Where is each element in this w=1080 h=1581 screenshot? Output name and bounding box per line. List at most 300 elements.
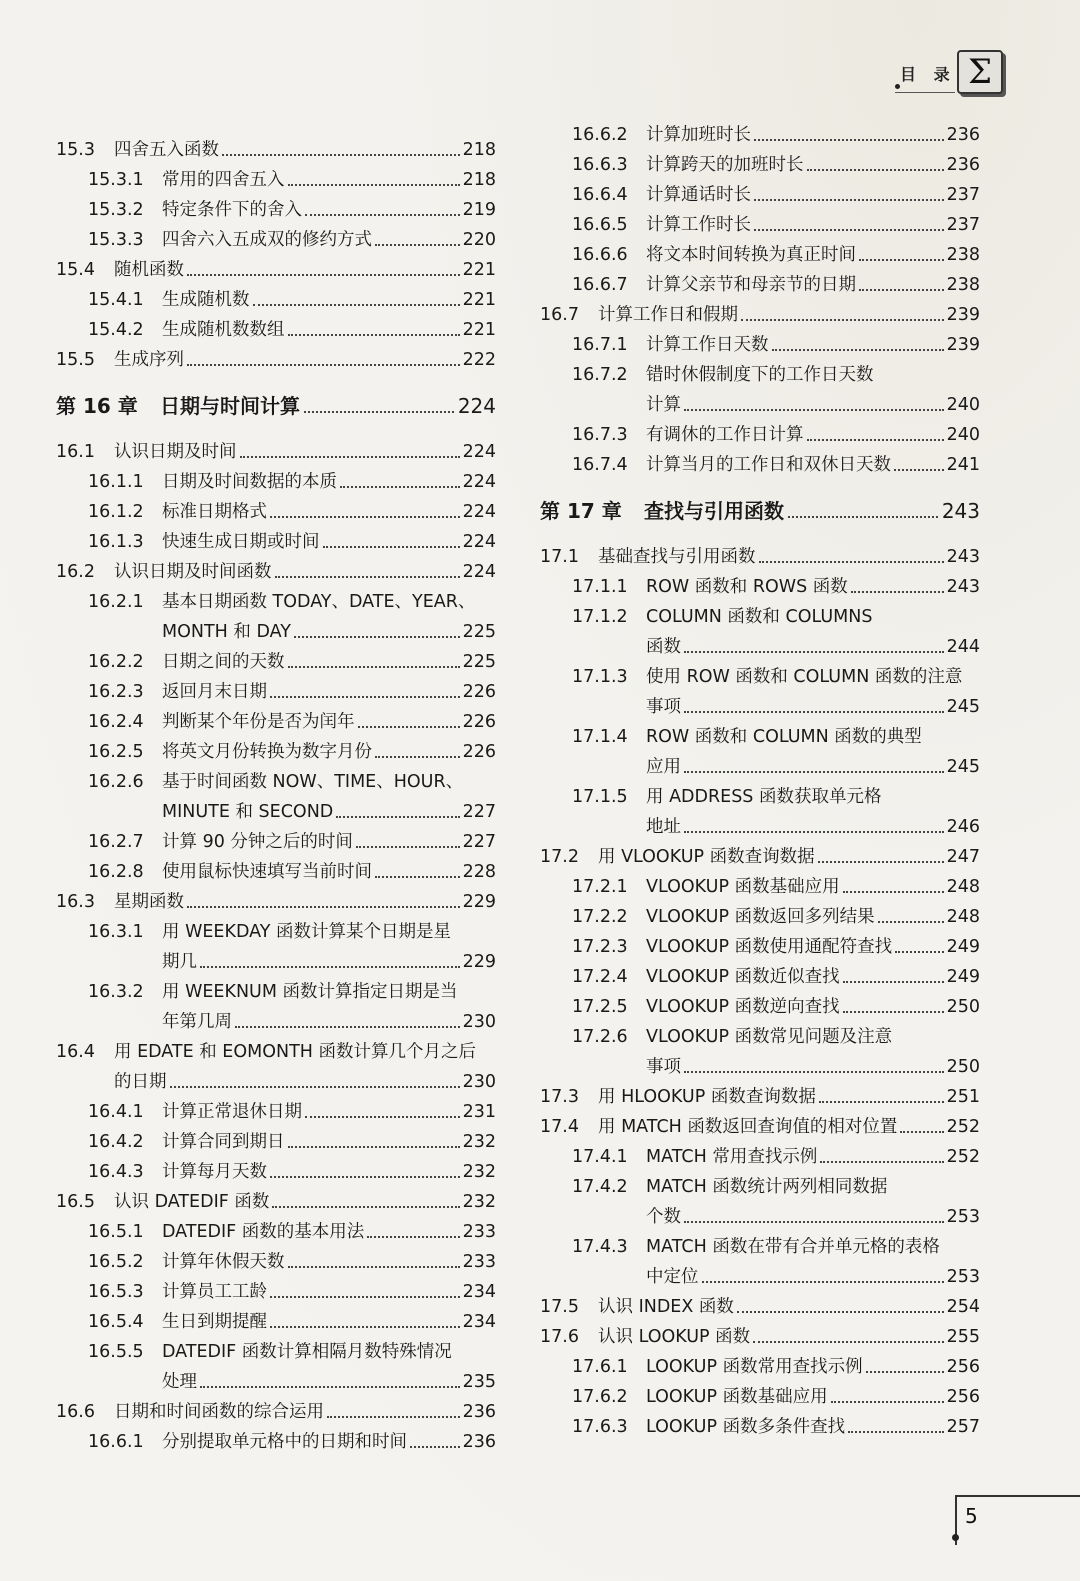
toc-entry[interactable]	[540, 1142, 980, 1172]
toc-entry-continuation[interactable]	[56, 1367, 496, 1397]
entry-number: 16.7	[540, 305, 579, 325]
entry-title: 认识日期及时间	[114, 442, 237, 462]
entry-number: 17.1.2	[572, 607, 628, 627]
entry-title: LOOKUP 函数多条件查找	[646, 1417, 846, 1437]
entry-title: ROW 函数和 COLUMN 函数的典型	[646, 727, 922, 747]
entry-page: 224	[462, 442, 496, 462]
entry-title: VLOOKUP 函数基础应用	[646, 877, 840, 897]
entry-title: 用 WEEKDAY 函数计算某个日期是星	[162, 922, 451, 942]
entry-number: 16.1.1	[88, 472, 144, 492]
entry-page: 235	[462, 1372, 496, 1392]
toc-entry[interactable]	[56, 437, 496, 467]
toc-entry[interactable]	[540, 542, 980, 572]
entry-title: 随机函数	[114, 260, 184, 280]
entry-title: 中定位	[646, 1267, 699, 1287]
toc-entry[interactable]	[540, 180, 980, 210]
entry-title: MATCH 函数统计两列相同数据	[646, 1177, 888, 1197]
entry-title: 应用	[646, 757, 681, 777]
leader-dots	[275, 576, 460, 578]
leader-dots	[831, 1401, 944, 1403]
entry-page: 221	[462, 260, 496, 280]
toc-entry[interactable]	[56, 887, 496, 917]
entry-title: 计算工作日天数	[646, 335, 769, 355]
toc-entry[interactable]	[540, 450, 980, 480]
entry-page: 224	[462, 532, 496, 552]
entry-page: 249	[946, 937, 980, 957]
entry-number: 16.2.5	[88, 742, 144, 762]
entry-title: 日期及时间数据的本质	[162, 472, 337, 492]
toc-entry[interactable]	[540, 1232, 980, 1262]
entry-page: 230	[462, 1072, 496, 1092]
toc-entry[interactable]	[56, 1157, 496, 1187]
entry-page: 236	[946, 125, 980, 145]
entry-number: 15.3.2	[88, 200, 144, 220]
entry-title: 常用的四舍五入	[162, 170, 285, 190]
leader-dots	[807, 439, 944, 441]
toc-entry[interactable]	[540, 300, 980, 330]
toc-entry[interactable]	[540, 150, 980, 180]
toc-entry[interactable]	[56, 827, 496, 857]
entry-number: 15.3.1	[88, 170, 144, 190]
toc-entry[interactable]	[56, 1127, 496, 1157]
entry-number: 17.2.1	[572, 877, 628, 897]
entry-title: 基于时间函数 NOW、TIME、HOUR、	[162, 772, 464, 792]
entry-title: 生成随机数数组	[162, 320, 285, 340]
entry-page: 237	[946, 185, 980, 205]
leader-dots	[272, 1206, 459, 1208]
entry-number: 17.4.3	[572, 1237, 628, 1257]
chapter-page: 224	[457, 394, 496, 418]
entry-page: 239	[946, 305, 980, 325]
entry-number: 16.4.1	[88, 1102, 144, 1122]
entry-page: 224	[462, 472, 496, 492]
leader-dots	[807, 169, 944, 171]
entry-page: 222	[462, 350, 496, 370]
entry-title: 将英文月份转换为数字月份	[162, 742, 372, 762]
entry-title: 返回月末日期	[162, 682, 267, 702]
entry-title: DATEDIF 函数的基本用法	[162, 1222, 365, 1242]
toc-entry[interactable]	[56, 225, 496, 255]
entry-title: 四舍六入五成双的修约方式	[162, 230, 372, 250]
entry-page: 224	[462, 502, 496, 522]
entry-page: 218	[462, 140, 496, 160]
entry-page: 253	[946, 1267, 980, 1287]
leader-dots	[900, 1131, 943, 1133]
entry-number: 16.2.6	[88, 772, 144, 792]
toc-entry[interactable]	[56, 315, 496, 345]
leader-dots	[288, 1266, 460, 1268]
toc-entry[interactable]	[56, 1277, 496, 1307]
toc-entry[interactable]	[540, 962, 980, 992]
entry-title: 分别提取单元格中的日期和时间	[162, 1432, 407, 1452]
entry-page: 234	[462, 1282, 496, 1302]
entry-page: 236	[462, 1432, 496, 1452]
toc-entry[interactable]	[56, 857, 496, 887]
toc-entry[interactable]	[56, 135, 496, 165]
toc-entry[interactable]	[540, 330, 980, 360]
toc-entry-continuation[interactable]	[540, 1052, 980, 1082]
entry-title: 判断某个年份是否为闰年	[162, 712, 355, 732]
entry-title: 计算加班时长	[646, 125, 751, 145]
toc-entry[interactable]	[56, 255, 496, 285]
entry-number: 17.1.1	[572, 577, 628, 597]
entry-title: VLOOKUP 函数逆向查找	[646, 997, 840, 1017]
leader-dots	[702, 1281, 944, 1283]
entry-number: 16.5.4	[88, 1312, 144, 1332]
entry-number: 16.2.4	[88, 712, 144, 732]
entry-number: 17.6	[540, 1327, 579, 1347]
toc-entry[interactable]	[56, 917, 496, 947]
leader-dots	[684, 1221, 944, 1223]
toc-entry[interactable]	[56, 1337, 496, 1367]
entry-number: 17.1.4	[572, 727, 628, 747]
chapter-number: 第 17 章	[540, 499, 622, 523]
toc-entry[interactable]	[540, 1322, 980, 1352]
toc-entry[interactable]	[540, 1382, 980, 1412]
entry-page: 225	[462, 622, 496, 642]
entry-number: 16.4.2	[88, 1132, 144, 1152]
toc-entry[interactable]	[540, 240, 980, 270]
entry-title: 的日期	[114, 1072, 167, 1092]
entry-title: 标准日期格式	[162, 502, 267, 522]
entry-page: 250	[946, 1057, 980, 1077]
entry-page: 221	[462, 290, 496, 310]
header-rule	[895, 92, 955, 93]
entry-page: 226	[462, 682, 496, 702]
entry-title: 基本日期函数 TODAY、DATE、YEAR、	[162, 592, 476, 612]
entry-title: 认识 LOOKUP 函数	[598, 1327, 751, 1347]
leader-dots	[843, 891, 944, 893]
toc-entry[interactable]	[56, 1037, 496, 1067]
toc-entry[interactable]	[56, 165, 496, 195]
leader-dots	[684, 409, 944, 411]
entry-title: 基础查找与引用函数	[598, 547, 756, 567]
toc-entry-continuation[interactable]	[540, 390, 980, 420]
entry-number: 16.6.1	[88, 1432, 144, 1452]
leader-dots	[358, 726, 460, 728]
entry-number: 16.2.8	[88, 862, 144, 882]
entry-title: 将文本时间转换为真正时间	[646, 245, 856, 265]
leader-dots	[235, 1026, 460, 1028]
entry-number: 16.5.1	[88, 1222, 144, 1242]
entry-title: 四舍五入函数	[114, 140, 219, 160]
entry-title: ROW 函数和 ROWS 函数	[646, 577, 848, 597]
entry-page: 218	[462, 170, 496, 190]
toc-entry[interactable]	[56, 1187, 496, 1217]
leader-dots	[270, 516, 460, 518]
leader-dots	[754, 199, 944, 201]
entry-page: 229	[462, 892, 496, 912]
toc-entry-continuation[interactable]	[56, 947, 496, 977]
entry-number: 16.3	[56, 892, 95, 912]
toc-entry[interactable]	[56, 1307, 496, 1337]
entry-title: LOOKUP 函数基础应用	[646, 1387, 828, 1407]
entry-title: 计算员工工龄	[162, 1282, 267, 1302]
leader-dots	[327, 1416, 460, 1418]
toc-entry[interactable]	[56, 345, 496, 375]
toc-entry[interactable]	[56, 1097, 496, 1127]
entry-title: 函数	[646, 637, 681, 657]
entry-page: 225	[462, 652, 496, 672]
entry-title: COLUMN 函数和 COLUMNS	[646, 607, 873, 627]
leader-dots	[270, 1326, 460, 1328]
entry-page: 231	[462, 1102, 496, 1122]
entry-page: 253	[946, 1207, 980, 1227]
toc-entry[interactable]	[540, 662, 980, 692]
entry-page: 238	[946, 275, 980, 295]
leader-dots	[294, 636, 460, 638]
leader-dots	[375, 876, 460, 878]
toc-entry[interactable]	[56, 707, 496, 737]
toc-entry-continuation[interactable]	[56, 1067, 496, 1097]
leader-dots	[288, 184, 460, 186]
leader-dots	[753, 1341, 943, 1343]
entry-title: 计算正常退休日期	[162, 1102, 302, 1122]
toc-entry[interactable]	[540, 932, 980, 962]
entry-page: 250	[946, 997, 980, 1017]
entry-page: 226	[462, 742, 496, 762]
entry-number: 17.2	[540, 847, 579, 867]
entry-page: 243	[946, 547, 980, 567]
entry-page: 227	[462, 802, 496, 822]
entry-number: 17.2.6	[572, 1027, 628, 1047]
leader-dots	[288, 1146, 460, 1148]
entry-number: 17.4.1	[572, 1147, 628, 1167]
entry-number: 17.4.2	[572, 1177, 628, 1197]
leader-dots	[737, 1311, 944, 1313]
entry-page: 240	[946, 425, 980, 445]
toc-entry[interactable]	[540, 1292, 980, 1322]
entry-title: 计算年休假天数	[162, 1252, 285, 1272]
entry-title: 用 EDATE 和 EOMONTH 函数计算几个月之后	[114, 1042, 476, 1062]
entry-page: 232	[462, 1162, 496, 1182]
entry-page: 252	[946, 1117, 980, 1137]
leader-dots	[288, 334, 460, 336]
chapter-page: 243	[941, 499, 980, 523]
toc-entry[interactable]	[56, 977, 496, 1007]
entry-page: 227	[462, 832, 496, 852]
entry-title: 计算工作时长	[646, 215, 751, 235]
toc-entry-continuation[interactable]	[540, 752, 980, 782]
leader-dots	[684, 831, 944, 833]
toc-entry[interactable]	[56, 1427, 496, 1457]
entry-number: 16.6.7	[572, 275, 628, 295]
leader-dots	[222, 154, 460, 156]
toc-entry[interactable]	[540, 602, 980, 632]
toc-entry-continuation[interactable]	[540, 692, 980, 722]
leader-dots	[819, 1101, 944, 1103]
leader-dots	[895, 951, 944, 953]
entry-page: 241	[946, 455, 980, 475]
entry-page: 229	[462, 952, 496, 972]
leader-dots	[170, 1086, 460, 1088]
entry-page: 256	[946, 1387, 980, 1407]
toc-entry[interactable]	[56, 527, 496, 557]
leader-dots	[187, 906, 460, 908]
entry-title: 计算每月天数	[162, 1162, 267, 1182]
entry-page: 232	[462, 1192, 496, 1212]
leader-dots	[848, 1431, 943, 1433]
toc-entry[interactable]	[540, 572, 980, 602]
entry-title: MATCH 常用查找示例	[646, 1147, 818, 1167]
entry-title: 年第几周	[162, 1012, 232, 1032]
entry-title: 用 HLOOKUP 函数查询数据	[598, 1087, 816, 1107]
entry-number: 16.2.2	[88, 652, 144, 672]
entry-title: 处理	[162, 1372, 197, 1392]
entry-page: 254	[946, 1297, 980, 1317]
toc-entry[interactable]	[540, 1412, 980, 1442]
leader-dots	[356, 846, 460, 848]
entry-page: 257	[946, 1417, 980, 1437]
leader-dots	[305, 1116, 460, 1118]
entry-page: 248	[946, 877, 980, 897]
toc-entry[interactable]	[540, 1082, 980, 1112]
entry-title: 快速生成日期或时间	[162, 532, 320, 552]
toc-entry[interactable]	[540, 842, 980, 872]
entry-page: 244	[946, 637, 980, 657]
leader-dots	[200, 966, 460, 968]
toc-entry[interactable]	[56, 285, 496, 315]
entry-title: 用 ADDRESS 函数获取单元格	[646, 787, 882, 807]
entry-page: 224	[462, 562, 496, 582]
entry-number: 16.1.2	[88, 502, 144, 522]
entry-title: VLOOKUP 函数返回多列结果	[646, 907, 875, 927]
entry-page: 236	[946, 155, 980, 175]
toc-entry-continuation[interactable]	[540, 632, 980, 662]
entry-number: 15.3	[56, 140, 95, 160]
entry-page: 248	[946, 907, 980, 927]
chapter-number: 第 16 章	[56, 394, 138, 418]
toc-entry[interactable]	[56, 1247, 496, 1277]
entry-number: 16.6.6	[572, 245, 628, 265]
toc-entry[interactable]	[540, 1022, 980, 1052]
toc-entry[interactable]	[540, 1112, 980, 1142]
toc-entry[interactable]	[540, 722, 980, 752]
entry-number: 16.5	[56, 1192, 95, 1212]
entry-page: 237	[946, 215, 980, 235]
leader-dots	[894, 469, 944, 471]
toc-entry[interactable]	[56, 467, 496, 497]
entry-number: 16.2.7	[88, 832, 144, 852]
toc-entry[interactable]	[56, 647, 496, 677]
toc-entry[interactable]	[540, 1172, 980, 1202]
leader-dots	[788, 516, 938, 518]
toc-entry-continuation[interactable]	[540, 1202, 980, 1232]
entry-title: 个数	[646, 1207, 681, 1227]
toc-entry[interactable]	[56, 557, 496, 587]
toc-entry[interactable]	[540, 270, 980, 300]
entry-page: 256	[946, 1357, 980, 1377]
toc-entry[interactable]	[56, 737, 496, 767]
toc-entry[interactable]	[56, 1397, 496, 1427]
leader-dots	[305, 214, 460, 216]
entry-title: MATCH 函数在带有合并单元格的表格	[646, 1237, 940, 1257]
toc-entry[interactable]	[540, 120, 980, 150]
toc-entry[interactable]	[540, 360, 980, 390]
entry-title: 星期函数	[114, 892, 184, 912]
entry-number: 17.2.2	[572, 907, 628, 927]
toc-entry-continuation[interactable]	[56, 617, 496, 647]
entry-number: 16.2.3	[88, 682, 144, 702]
entry-title: VLOOKUP 函数近似查找	[646, 967, 840, 987]
leader-dots	[772, 349, 944, 351]
toc-entry[interactable]	[540, 902, 980, 932]
toc-entry[interactable]	[56, 195, 496, 225]
toc-entry-continuation[interactable]	[540, 812, 980, 842]
entry-title: 用 WEEKNUM 函数计算指定日期是当	[162, 982, 458, 1002]
entry-number: 17.1	[540, 547, 579, 567]
leader-dots	[741, 319, 944, 321]
entry-number: 17.6.3	[572, 1417, 628, 1437]
toc-entry[interactable]	[56, 767, 496, 797]
leader-dots	[684, 711, 944, 713]
entry-title: 有调休的工作日计算	[646, 425, 804, 445]
entry-number: 16.6.3	[572, 155, 628, 175]
leader-dots	[375, 756, 460, 758]
leader-dots	[375, 244, 460, 246]
leader-dots	[820, 1161, 943, 1163]
toc-entry[interactable]	[540, 210, 980, 240]
entry-title: 计算合同到期日	[162, 1132, 285, 1152]
toc-entry-continuation[interactable]	[540, 1262, 980, 1292]
entry-number: 16.7.2	[572, 365, 628, 385]
toc-entry[interactable]	[540, 782, 980, 812]
entry-number: 16.5.3	[88, 1282, 144, 1302]
toc-entry[interactable]	[540, 420, 980, 450]
entry-number: 16.4	[56, 1042, 95, 1062]
toc-entry[interactable]	[540, 992, 980, 1022]
entry-title: 计算当月的工作日和双休日天数	[646, 455, 891, 475]
leader-dots	[240, 456, 460, 458]
entry-number: 17.6.2	[572, 1387, 628, 1407]
sigma-icon: Σ	[957, 50, 1003, 94]
leader-dots	[270, 1296, 460, 1298]
entry-page: 255	[946, 1327, 980, 1347]
leader-dots	[684, 1071, 944, 1073]
entry-number: 15.4.1	[88, 290, 144, 310]
entry-page: 219	[462, 200, 496, 220]
entry-title: VLOOKUP 函数常见问题及注意	[646, 1027, 893, 1047]
toc-entry[interactable]	[56, 587, 496, 617]
entry-number: 16.7.1	[572, 335, 628, 355]
leader-dots	[323, 546, 460, 548]
entry-number: 16.2.1	[88, 592, 144, 612]
toc-right-column	[540, 120, 980, 1442]
leader-dots	[270, 1176, 460, 1178]
entry-page: 221	[462, 320, 496, 340]
toc-entry[interactable]	[540, 872, 980, 902]
leader-dots	[253, 304, 460, 306]
leader-dots	[859, 259, 944, 261]
entry-page: 243	[946, 577, 980, 597]
toc-entry-continuation[interactable]	[56, 1007, 496, 1037]
entry-page: 233	[462, 1252, 496, 1272]
chapter-title: 日期与时间计算	[160, 394, 300, 418]
entry-title: 生成随机数	[162, 290, 250, 310]
entry-page: 249	[946, 967, 980, 987]
toc-entry-continuation[interactable]	[56, 797, 496, 827]
toc-entry[interactable]	[56, 677, 496, 707]
toc-entry[interactable]	[56, 497, 496, 527]
entry-title: 计算通话时长	[646, 185, 751, 205]
toc-entry[interactable]	[56, 1217, 496, 1247]
entry-number: 16.6	[56, 1402, 95, 1422]
footer-bullet	[952, 1534, 959, 1541]
entry-page: 251	[946, 1087, 980, 1107]
toc-entry[interactable]	[540, 1352, 980, 1382]
entry-page: 239	[946, 335, 980, 355]
entry-title: 地址	[646, 817, 681, 837]
